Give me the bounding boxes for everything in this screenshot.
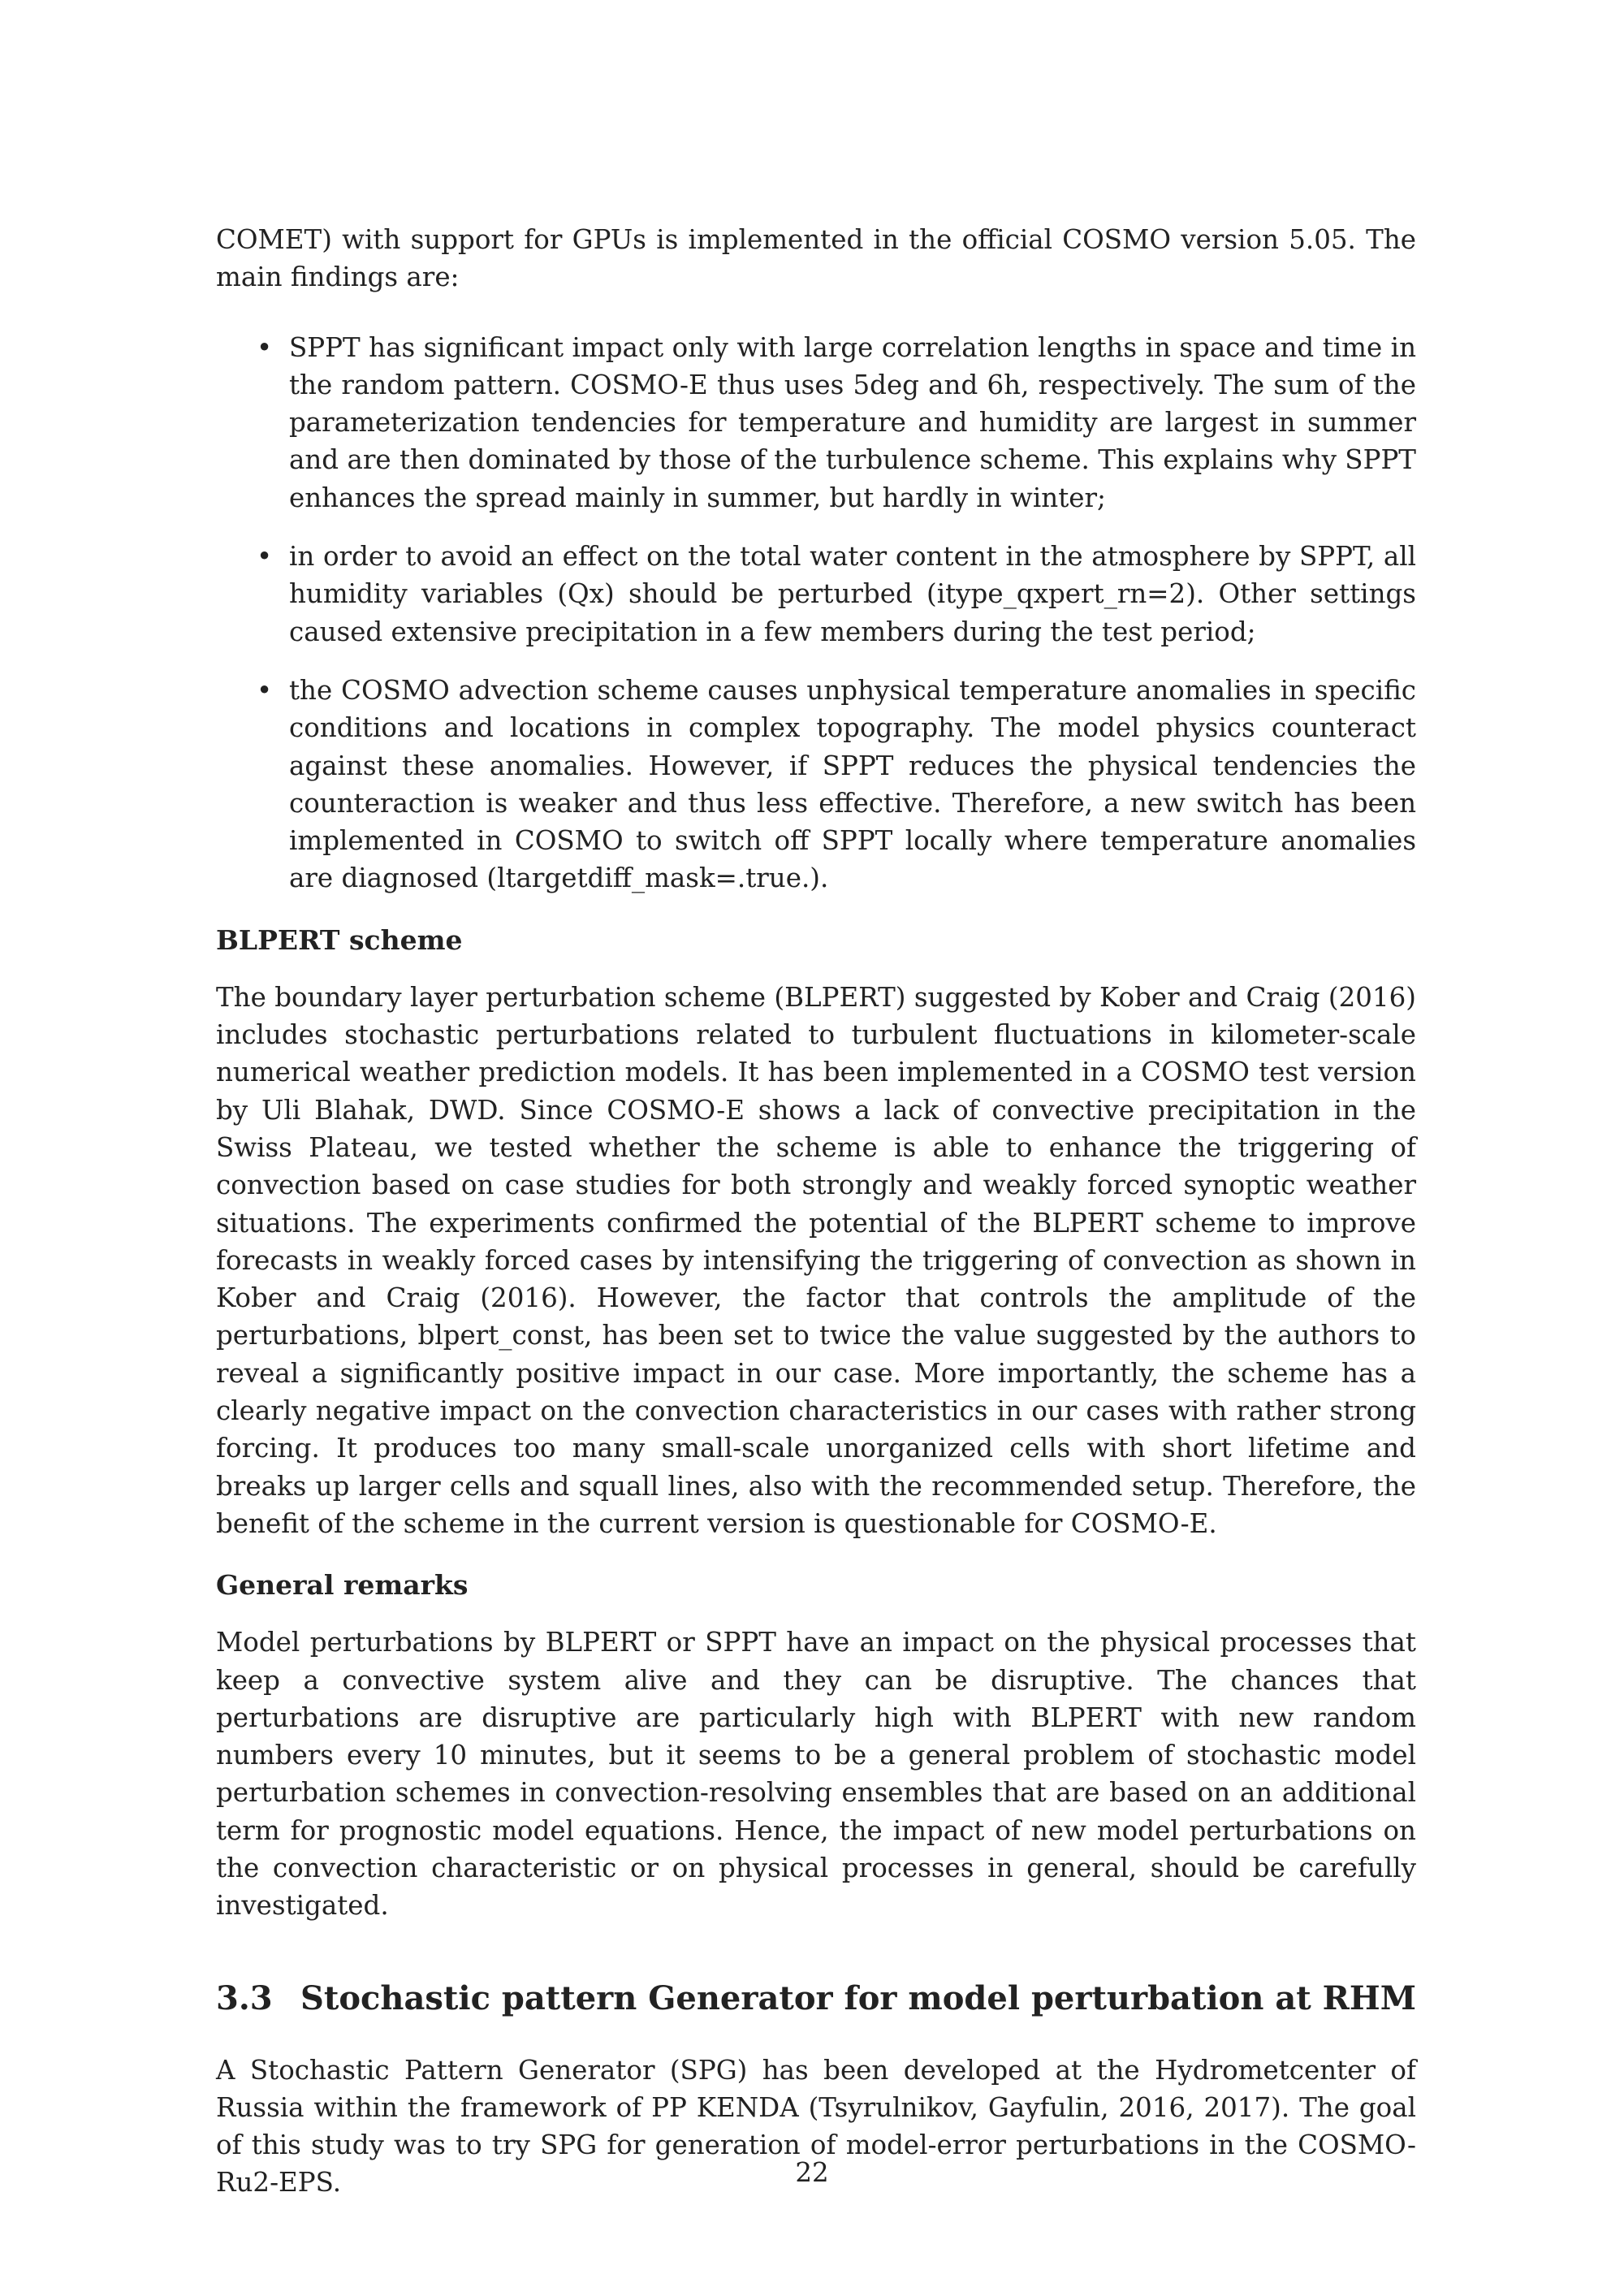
blpert-paragraph: The boundary layer perturbation scheme (BLPERT) suggested by Kober and Craig (2016) includes stochastic perturbations related to turbulent fluctuations in kilometer-scale numerical weather prediction models. It has been implemented in a COSMO test version by Uli Blahak, DWD. Since COSMO-E shows a lack of convective precipitation in the Swiss Plateau, we tested whether the scheme is able to enhance the triggering of convection based on case studies for both strongly and weakly forced synoptic weather situations. The experiments confirmed the potential of the BLPERT scheme to improve forecasts in weakly forced cases by intensifying the triggering of convection as shown in Kober and Craig (2016). However, the factor that controls the amplitude of the perturbations, blpert_const, has been set to twice the value suggested by the authors to reveal a significantly positive impact in our case. More importantly, the scheme has a clearly negative impact on the convection characteristics in our cases with rather strong forcing. It produces too many small-scale unorganized cells with short lifetime and breaks up larger cells and squall lines, also with the recommended setup. Therefore, the benefit of the scheme in the current version is questionable for COSMO-E. (216, 981, 1416, 1539)
list-item-text: the COSMO advection scheme causes unphysical temperature anomalies in specific conditions and locations in complex topography. The model physics counteract against these anomalies. However, if SPPT reduces the physical tendencies the counteraction is weaker and thus less effective. Therefore, a new switch has been implemented in COSMO to switch off SPPT locally where temperature anomalies are diagnosed (ltargetdiff_mask=.true.). (289, 674, 1416, 894)
section-number: 3.3 (216, 1978, 273, 2017)
list-item-text: in order to avoid an effect on the total water content in the atmosphere by SPPT, all humidity variables (Qx) should be perturbed (itype_qxpert_rn=2). Other settings caused extensive precipitation in a few members during the test period; (289, 541, 1416, 647)
intro-paragraph: COMET) with support for GPUs is implemented in the official COSMO version 5.05. The main findings are: (216, 224, 1416, 293)
section-paragraph: A Stochastic Pattern Generator (SPG) has been developed at the Hydrometcenter of Russia within the framework of PP KENDA (Tsyrulnikov, Gayfulin, 2016, 2017). The goal of this study was to try SPG for generation of model-error perturbations in the COSMO-Ru2-EPS. (216, 2054, 1416, 2199)
findings-list (216, 329, 1416, 897)
page-number: 22 (795, 2157, 829, 2188)
section-heading (216, 1978, 1416, 2019)
blpert-heading: BLPERT scheme (216, 923, 463, 956)
list-item (257, 329, 1416, 517)
bullet-icon: • (257, 331, 273, 363)
general-remarks-heading: General remarks (216, 1569, 469, 1602)
list-item (257, 538, 1416, 651)
list-item-text: SPPT has significant impact only with large correlation lengths in space and time in the random pattern. COSMO-E thus uses 5deg and 6h, respectively. The sum of the parameterization tendencies for temperature and humidity are largest in summer and are then dominated by those of the turbulence scheme. This explains why SPPT enhances the spread mainly in summer, but hardly in winter; (289, 331, 1416, 513)
page-body (216, 221, 1416, 2202)
section-title: Stochastic pattern Generator for model perturbation at RHM (300, 1978, 1416, 2017)
general-remarks-paragraph: Model perturbations by BLPERT or SPPT have an impact on the physical processes that keep a convective system alive and they can be disruptive. The chances that perturbations are disruptive are particularly high with BLPERT with new random numbers every 10 minutes, but it seems to be a general problem of stochastic model perturbation schemes in convection-resolving ensembles that are based on an additional term for prognostic model equations. Hence, the impact of new model perturbations on the convection characteristic or on physical processes in general, should be carefully investigated. (216, 1627, 1416, 1922)
bullet-icon: • (257, 541, 273, 573)
bullet-icon: • (257, 674, 273, 706)
list-item (257, 672, 1416, 897)
